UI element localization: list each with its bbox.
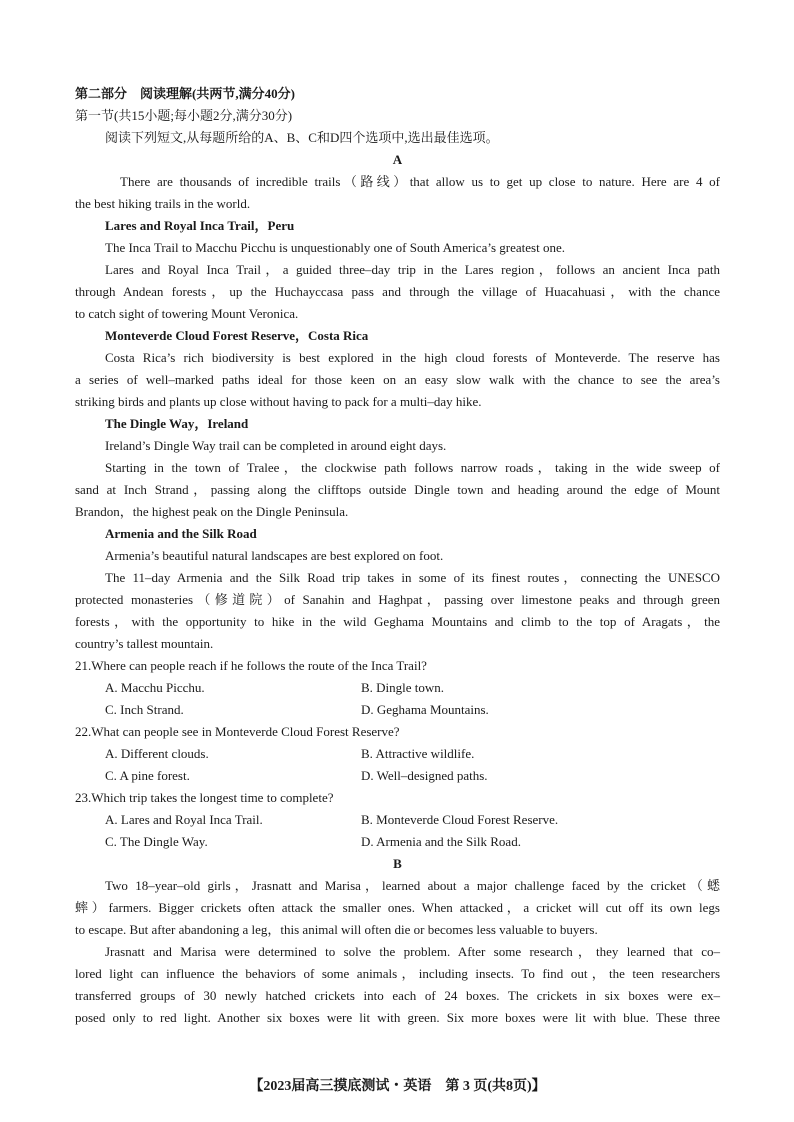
- paragraph-line: lored light can influence the behaviors of some animals，including insects. To find out，the teen researchers: [75, 966, 720, 981]
- paragraph-line: Ireland’s Dingle Way trail can be completed in around eight days.: [105, 438, 447, 453]
- paragraph-line: to catch sight of towering Mount Veronica.: [75, 306, 299, 321]
- paragraph-line: protected monasteries（修道院）of Sanahin and Haghpat，passing over limestone peaks and through green: [75, 592, 720, 607]
- option-23-d: D. Armenia and the Silk Road.: [361, 834, 521, 849]
- option-21-b: B. Dingle town.: [361, 680, 445, 695]
- page-footer: 【2023届高三摸底测试・英语 第 3 页(共8页)】: [249, 1079, 546, 1094]
- passage-b-label: B: [393, 856, 402, 871]
- passage-a-intro-line: There are thousands of incredible trails（路线）that allow us to get up close to nature. Here are 4 of: [120, 174, 720, 189]
- question-stem-22: 22.What can people see in Monteverde Cloud Forest Reserve?: [75, 724, 400, 739]
- paragraph-line: The Inca Trail to Macchu Picchu is unquestionably one of South America’s greatest one.: [105, 240, 565, 255]
- paragraph-line: a series of well–marked paths ideal for those keen on an easy slow walk with the chance to see the area’s: [75, 372, 720, 387]
- passage-a-label: A: [392, 152, 403, 167]
- paragraph-line: Armenia’s beautiful natural landscapes are best explored on foot.: [105, 548, 444, 563]
- trail-heading-costa-rica: Monteverde Cloud Forest Reserve，Costa Rica: [105, 328, 369, 343]
- option-23-c: C. The Dingle Way.: [105, 834, 208, 849]
- paragraph-line: Starting in the town of Tralee，the clockwise path follows narrow roads，taking in the wide sweep of: [105, 460, 720, 475]
- paragraph-line: Costa Rica’s rich biodiversity is best explored in the high cloud forests of Monteverde. The reserve has: [105, 350, 720, 365]
- paragraph-line: transferred groups of 30 newly hatched crickets into each of 24 boxes. The crickets in six boxes were ex–: [75, 988, 720, 1003]
- paragraph-line: country’s tallest mountain.: [75, 636, 214, 651]
- paragraph-line: forests，with the opportunity to hike in the wild Geghama Mountains and climb to the top of Aragats，the: [75, 614, 720, 629]
- paragraph-line: striking birds and plants up close without having to pack for a multi–day hike.: [75, 394, 482, 409]
- passage-a-intro-line: the best hiking trails in the world.: [75, 196, 251, 211]
- question-stem-21: 21.Where can people reach if he follows the route of the Inca Trail?: [75, 658, 427, 673]
- option-22-d: D. Well–designed paths.: [361, 768, 488, 783]
- paragraph-line: Brandon，the highest peak on the Dingle Peninsula.: [75, 504, 349, 519]
- paragraph-line: Jrasnatt and Marisa were determined to solve the problem. After some research，they learned that co–: [105, 944, 720, 959]
- option-22-c: C. A pine forest.: [105, 768, 190, 783]
- paragraph-line: posed only to red light. Another six boxes were lit with green. Six more boxes were lit with blue. These three: [75, 1010, 720, 1025]
- paragraph-line: Lares and Royal Inca Trail，a guided three–day trip in the Lares region，follows an ancient Inca path: [105, 262, 720, 277]
- option-23-b: B. Monteverde Cloud Forest Reserve.: [361, 812, 559, 827]
- option-21-c: C. Inch Strand.: [105, 702, 184, 717]
- option-22-b: B. Attractive wildlife.: [361, 746, 475, 761]
- option-21-a: A. Macchu Picchu.: [105, 680, 205, 695]
- paragraph-line: Two 18–year–old girls，Jrasnatt and Marisa，learned about a major challenge faced by the cricket（蟋: [105, 878, 720, 893]
- option-23-a: A. Lares and Royal Inca Trail.: [105, 812, 263, 827]
- section-subtitle: 第一节(共15小题;每小题2分,满分30分): [75, 108, 293, 123]
- section-title: 第二部分 阅读理解(共两节,满分40分): [75, 86, 295, 101]
- option-22-a: A. Different clouds.: [105, 746, 209, 761]
- paragraph-line: The 11–day Armenia and the Silk Road trip takes in some of its finest routes，connecting the UNESCO: [105, 570, 720, 585]
- trail-heading-armenia: Armenia and the Silk Road: [105, 526, 257, 541]
- trail-heading-peru: Lares and Royal Inca Trail，Peru: [105, 218, 295, 233]
- section-instruction: 阅读下列短文,从每题所给的A、B、C和D四个选项中,选出最佳选项。: [105, 130, 499, 145]
- paragraph-line: through Andean forests，up the Huchayccasa pass and through the village of Huacahuasi，with the chance: [75, 284, 720, 299]
- option-21-d: D. Geghama Mountains.: [361, 702, 489, 717]
- question-stem-23: 23.Which trip takes the longest time to complete?: [75, 790, 334, 805]
- trail-heading-ireland: The Dingle Way，Ireland: [105, 416, 249, 431]
- paragraph-line: sand at Inch Strand，passing along the clifftops outside Dingle town and heading around the edge of Mount: [75, 482, 720, 497]
- paragraph-line: to escape. But after abandoning a leg，this animal will often die or becomes less valuable to buyers.: [75, 922, 598, 937]
- paragraph-line: 蟀）farmers. Bigger crickets often attack the smaller ones. When attacked，a cricket will cut off its own legs: [75, 900, 720, 915]
